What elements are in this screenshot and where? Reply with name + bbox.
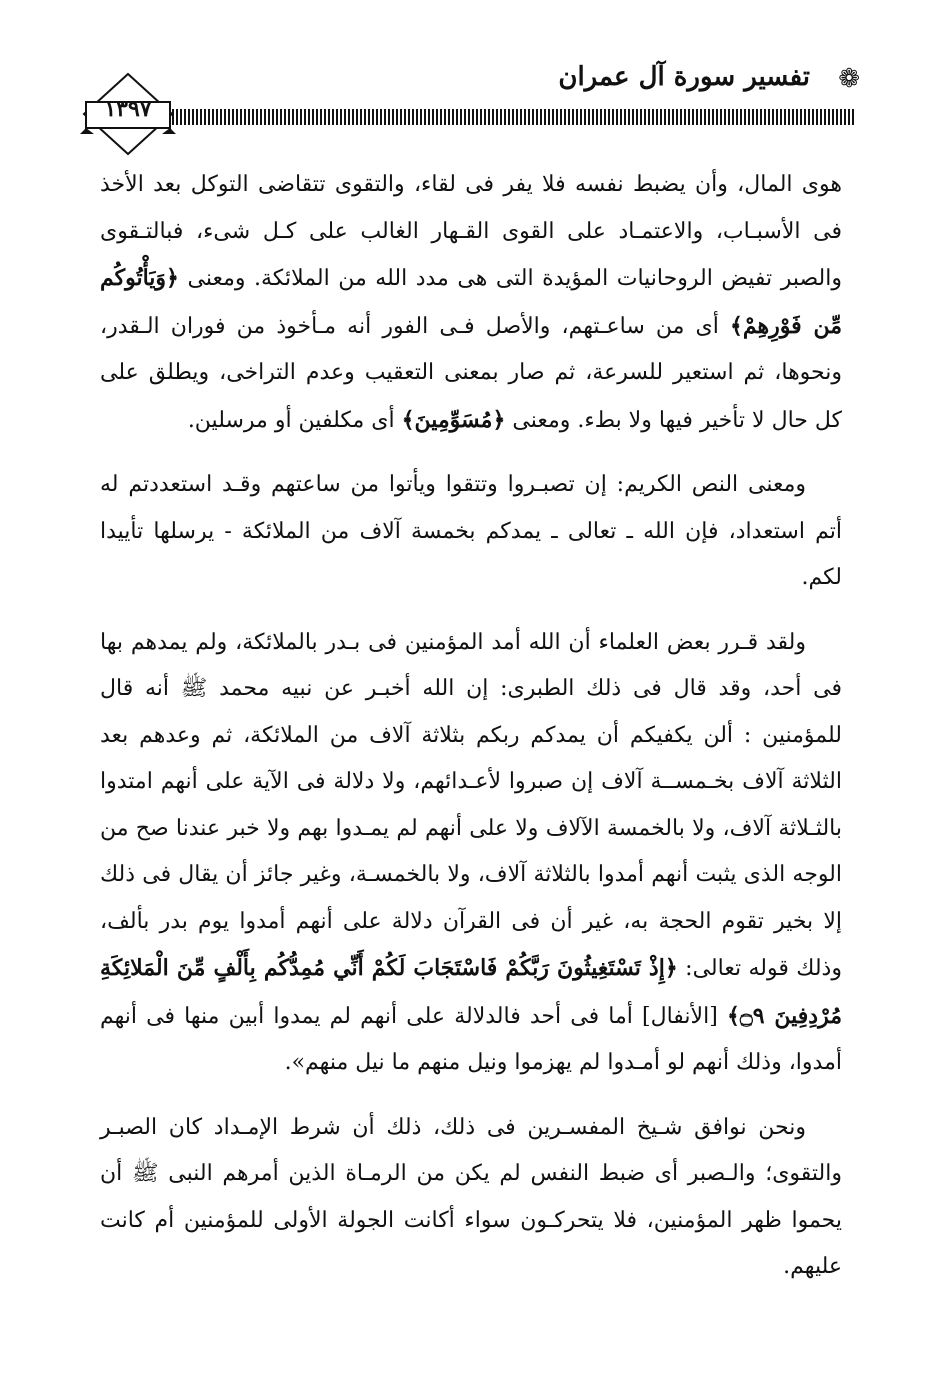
quran-quote: ﴿إِذْ تَسْتَغِيثُونَ رَبَّكُمْ فَاسْتَجَابَ لَكُمْ أَنِّي مُمِدُّكُم بِأَلْفٍ مِّنَ الْمَلائِكَةِ مُرْدِفِينَ ۝٩﴾	[100, 955, 843, 1029]
body-text	[100, 162, 842, 1301]
quran-quote: ﴿وَيَأْتُوكُم مِّن فَوْرِهِمْ﴾	[100, 265, 842, 339]
paragraph-1: هوى المال، وأن يضبط نفسه فلا يفر فى لقاء، والتقوى تتقاضى التوكل بعد الأخذ فى الأسبـاب، والاعتمـاد على القوى القـهار الغالب على كـل شىء، فبالتـقوى والصبر تفيض الروحانيات المؤيدة التى هى مدد الله من الملائكة. ومعنى ﴿وَيَأْتُوكُم مِّن فَوْرِهِمْ﴾ أى من ساعـتهم، والأصل فـى الفور أنه مـأخوذ من فوران الـقدر، ونحوها، ثم استعير للسرعة، ثم صار بمعنى التعقيب وعدم التراخى، ويطلق على كل حال لا تأخير فيها ولا بطء. ومعنى ﴿مُسَوِّمِينَ﴾ أى مكلفين أو مرسلين.	[100, 172, 842, 433]
running-title: تفسير سورة آل عمران	[558, 62, 810, 92]
flower-ornament-icon: ❁	[838, 64, 860, 94]
page-header	[80, 52, 860, 162]
paragraph-3: ولقد قـرر بعض العلماء أن الله أمد المؤمنين فى بـدر بالملائكة، ولم يمدهم بها فى أحد، وقد قال فى ذلك الطبرى: إن الله أخبـر عن نبيه محمد ﷺ أنه قال للمؤمنين : ألن يكفيكم أن يمدكم ربكم بثلاثة آلاف من الملائكة، ثم وعدهم بعد الثلاثة آلاف بخـمســة آلاف إن صبروا لأعـدائهم، ولا دلالة فى الآية على أنهم امتدوا بالثـلاثة آلاف، ولا بالخمسة الآلاف ولا على أنهم لم يمـدوا بهم ولا خبر عندنا صح من الوجه الذى يثبت أنهم أمدوا بالثلاثة آلاف، ولا بالخمسـة، وغير جائز أن يقال فى ذلك إلا بخير تقوم الحجة به، غير أن فى القرآن دلالة على أنهم أمدوا يوم بدر بألف، وذلك قوله تعالى: ﴿إِذْ تَسْتَغِيثُونَ رَبَّكُمْ فَاسْتَجَابَ لَكُمْ أَنِّي مُمِدُّكُم بِأَلْفٍ مِّنَ الْمَلائِكَةِ مُرْدِفِينَ ۝٩﴾ [الأنفال] أما فى أحد فالدلالة على أنهم لم يمدوا أبين منها فى أنهم أمدوا، وذلك أنهم لو أمـدوا لم يهزموا ونيل منهم ما نيل منهم».	[100, 629, 843, 1075]
paragraph-2: ومعنى النص الكريم: إن تصبـروا وتتقوا ويأتوا من ساعتهم وقـد استعددتم له أتم استعداد، فإن الله ـ تعالى ـ يمدكم بخمسة آلاف من الملائكة - يرسلها تأييدا لكم.	[100, 472, 842, 590]
quran-quote: ﴿مُسَوِّمِينَ﴾	[401, 406, 506, 433]
header-rule	[164, 109, 855, 125]
page-number: ١٣٩٧	[104, 96, 152, 122]
paragraph-4: ونحن نوافق شـيخ المفسـرين فى ذلك، ذلك أن شرط الإمـداد كان الصبـر والتقوى؛ والـصبر أى ضبط النفس لم يكن من الرمـاة الذين أمرهم النبى ﷺ أن يحموا ظهر المؤمنين، فلا يتحركـون سواء أكانت الجولة الأولى للمؤمنين أم كانت عليهم.	[100, 1114, 842, 1279]
